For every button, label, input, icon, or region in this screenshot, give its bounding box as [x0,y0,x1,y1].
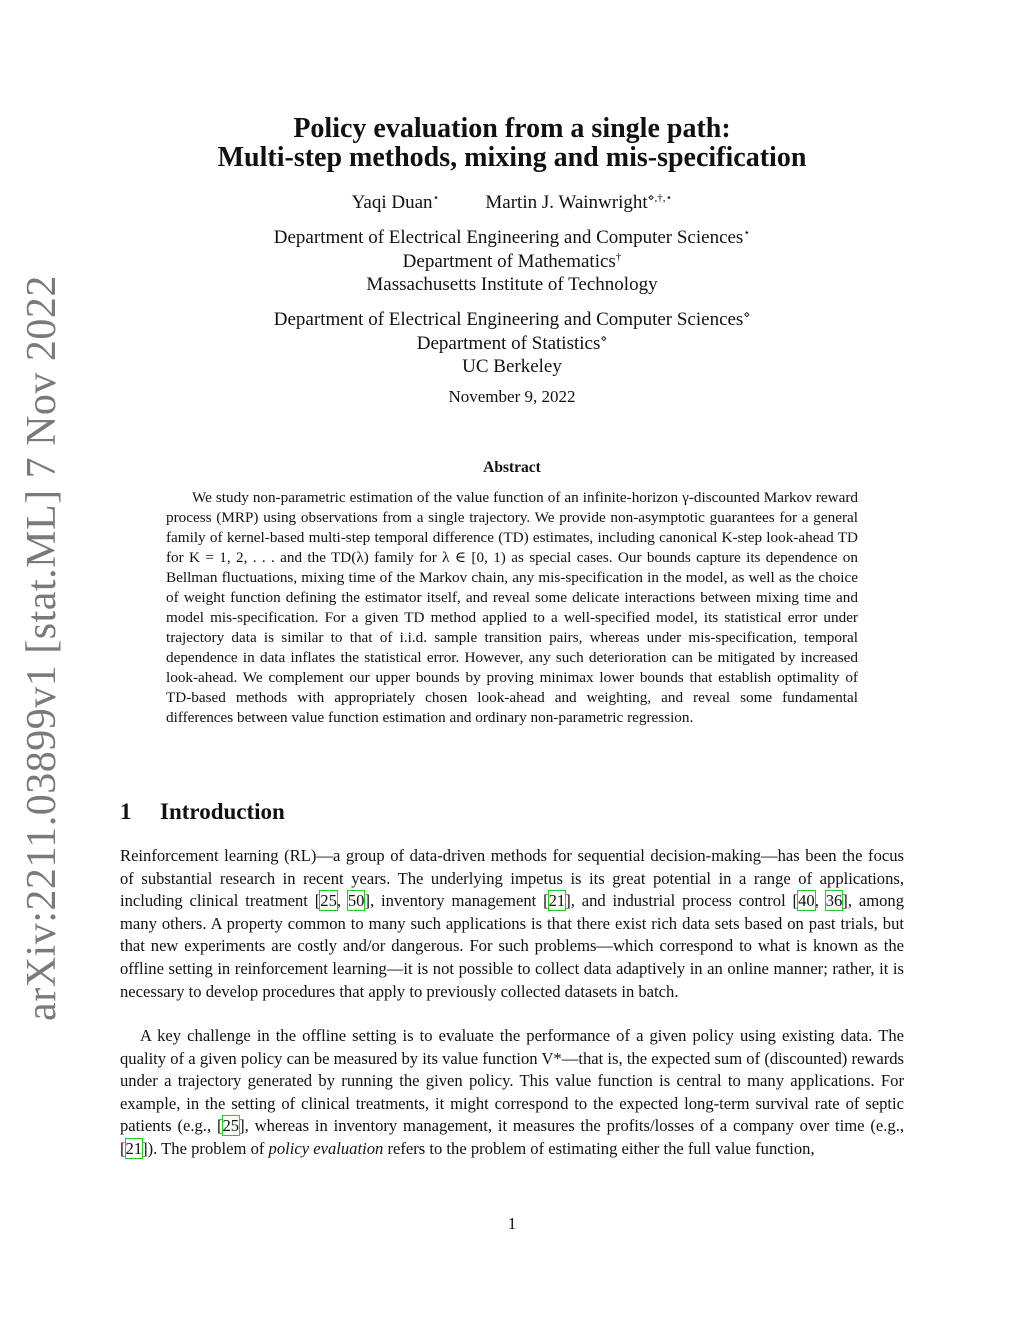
author-list [120,192,904,214]
affiliation-line: Department of Electrical Engineering and Computer Sciences⋆ [273,227,751,248]
author-marks: ⋆ [432,192,440,204]
affiliation-block-berkeley [120,308,904,379]
intro-paragraph-2: A key challenge in the offline setting is to evaluate the performance of a given policy using existing data. The quality of a given policy can be measured by its value function V*—that is, the expected sum of (discounted) rewards under a trajectory generated by running the given policy. This value function is central to many applications. For example, in the setting of clinical treatments, it might correspond to the expected long-term survival rate of septic patients (e.g., [25], whereas in inventory management, it measures the profits/losses of a company over time (e.g., [21]). The problem of policy evaluation refers to the problem of estimating either the full value function, [120,1026,904,1158]
intro-paragraph-1: Reinforcement learning (RL)—a group of data-driven methods for sequential decision-making—has been the focus of substantial research in recent years. The underlying impetus is its great potential in a range of applications, including clinical treatment [25, 50], inventory management [21], and industrial process control [40, 36], among many others. A property common to many such applications is that there exist rich data sets based on past trials, but that new experiments are costly and/or dangerous. For such problems—which correspond to what is known as the offline setting in reinforcement learning—it is not possible to collect data adaptively in an online manner; rather, it is necessary to develop procedures that apply to previously collected datasets in batch. [120,846,904,1001]
affiliation-line: Department of Electrical Engineering and Computer Sciences⋄ [273,309,751,330]
emphasis-term: policy evaluation [268,1138,384,1158]
affiliation-line: Department of Mathematics† [402,250,622,272]
arxiv-identifier: arXiv:2211.03899v1 [stat.ML] 7 Nov 2022 [19,275,65,1021]
citation-link[interactable]: 25 [222,1116,240,1136]
section-title: Introduction [160,799,285,824]
author-name: Yaqi Duan [351,192,433,213]
citation-link[interactable]: 36 [825,891,843,911]
affiliation-block-mit [120,226,904,297]
abstract-heading: Abstract [483,459,541,476]
abstract-text: We study non-parametric estimation of the value function of an infinite-horizon γ-discounted Markov reward process (MRP) using observations from a single trajectory. We provide non-asymptotic guarantees for a general family of kernel-based multi-step temporal difference (TD) estimates, including canonical K-step look-ahead TD for K = 1, 2, . . . and the TD(λ) family for λ ∈ [0, 1) as special cases. Our bounds capture its dependence on Bellman fluctuations, mixing time of the Markov chain, any mis-specification in the model, as well as the choice of weight function defining the estimator itself, and reveal some delicate interactions between mixing time and model mis-specification. For a given TD method applied to a well-specified model, its statistical error under trajectory data is similar to that of i.i.d. sample transition pairs, whereas under mis-specification, temporal dependence in data inflates the statistical error. However, any such deterioration can be mitigated by increased look-ahead. We complement our upper bounds by proving minimax lower bounds that establish optimality of TD-based methods with appropriately chosen look-ahead and weighting, and reveal some fundamental differences between value function estimation and ordinary non-parametric regression. [166,489,858,726]
arxiv-sidebar-stamp [6,275,78,1021]
affiliation-line: UC Berkeley [462,356,562,377]
author-name: Martin J. Wainwright [485,192,648,213]
affiliation-line: Massachusetts Institute of Technology [366,274,658,295]
citation-link[interactable]: 21 [125,1138,143,1158]
affiliation-line: Department of Statistics⋄ [416,332,608,354]
publication-date: November 9, 2022 [448,387,576,406]
section-heading [120,799,285,825]
citation-link[interactable]: 40 [798,891,815,911]
title-line-2: Multi-step methods, mixing and mis-specification [217,142,807,173]
title-line-1: Policy evaluation from a single path: [293,113,731,144]
section-number: 1 [120,799,132,824]
paper-title [120,114,904,172]
author-marks: ⋄,†,⋆ [647,192,673,204]
page-number: 1 [507,1214,517,1233]
citation-link[interactable]: 25 [320,891,337,911]
citation-link[interactable]: 21 [548,891,566,911]
citation-link[interactable]: 50 [347,891,365,911]
